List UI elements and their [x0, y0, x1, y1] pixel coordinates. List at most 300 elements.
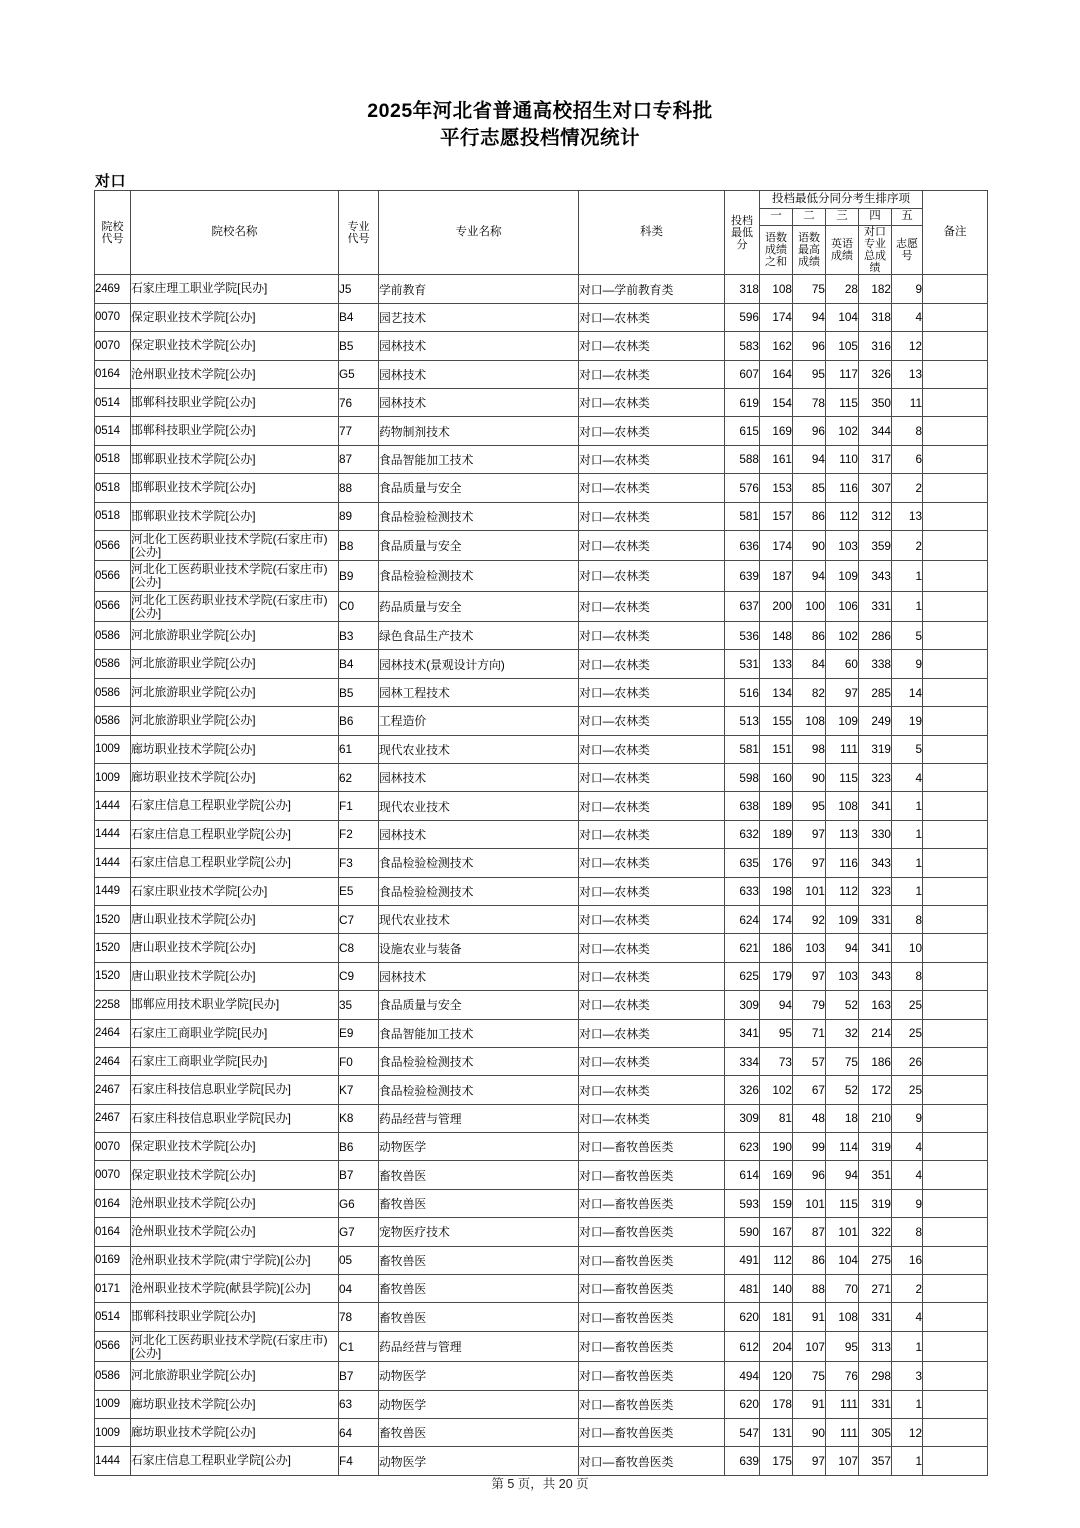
cell-major-code: 62 — [339, 764, 379, 792]
cell-rank-3: 101 — [826, 1218, 859, 1246]
cell-rank-2: 94 — [793, 445, 826, 473]
cell-school-name: 石家庄信息工程职业学院[公办] — [131, 1447, 339, 1475]
cell-rank-5: 4 — [892, 1161, 923, 1189]
cell-rank-1: 160 — [760, 764, 793, 792]
cell-remark — [923, 303, 988, 331]
cell-major-name: 药品质量与安全 — [379, 591, 579, 621]
cell-rank-2: 101 — [793, 877, 826, 905]
cell-rank-2: 78 — [793, 388, 826, 416]
table-row — [95, 764, 988, 792]
cell-school-code: 0514 — [95, 1303, 131, 1331]
cell-rank-1: 167 — [760, 1218, 793, 1246]
cell-rank-3: 116 — [826, 849, 859, 877]
cell-rank-5: 9 — [892, 650, 923, 678]
cell-rank-4: 305 — [859, 1419, 892, 1447]
cell-rank-4: 341 — [859, 934, 892, 962]
cell-rank-1: 179 — [760, 962, 793, 990]
cell-school-name: 石家庄信息工程职业学院[公办] — [131, 820, 339, 848]
cell-school-code: 2467 — [95, 1076, 131, 1104]
cell-rank-4: 313 — [859, 1331, 892, 1361]
cell-school-name: 邯郸科技职业学院[公办] — [131, 1303, 339, 1331]
cell-rank-4: 343 — [859, 561, 892, 591]
cell-school-code: 0070 — [95, 1133, 131, 1161]
cell-rank-2: 84 — [793, 650, 826, 678]
cell-major-name: 绿色食品生产技术 — [379, 622, 579, 650]
cell-rank-2: 90 — [793, 530, 826, 560]
cell-min-score: 326 — [725, 1076, 760, 1104]
table-row — [95, 849, 988, 877]
cell-school-code: 2464 — [95, 1019, 131, 1047]
cell-school-name: 唐山职业技术学院[公办] — [131, 934, 339, 962]
cell-remark — [923, 905, 988, 933]
cell-school-code: 1520 — [95, 962, 131, 990]
cell-rank-5: 1 — [892, 792, 923, 820]
cell-major-code: F1 — [339, 792, 379, 820]
cell-school-name: 保定职业技术学院[公办] — [131, 1161, 339, 1189]
table-row — [95, 877, 988, 905]
table-row — [95, 530, 988, 560]
cell-remark — [923, 877, 988, 905]
cell-rank-5: 9 — [892, 275, 923, 303]
section-label: 对口 — [95, 173, 127, 190]
cell-rank-2: 98 — [793, 735, 826, 763]
cell-rank-5: 8 — [892, 417, 923, 445]
cell-subject: 对口—畜牧兽医类 — [579, 1189, 725, 1217]
cell-rank-4: 271 — [859, 1275, 892, 1303]
cell-remark — [923, 1161, 988, 1189]
cell-remark — [923, 360, 988, 388]
cell-rank-4: 286 — [859, 622, 892, 650]
cell-min-score: 334 — [725, 1047, 760, 1075]
cell-major-name: 现代农业技术 — [379, 735, 579, 763]
cell-rank-5: 12 — [892, 1419, 923, 1447]
cell-rank-1: 94 — [760, 991, 793, 1019]
title-line-1: 2025年河北省普通高校招生对口专科批 — [367, 100, 713, 122]
cell-school-name: 河北旅游职业学院[公办] — [131, 622, 339, 650]
cell-rank-2: 75 — [793, 275, 826, 303]
cell-remark — [923, 1019, 988, 1047]
table-row — [95, 1047, 988, 1075]
cell-rank-3: 60 — [826, 650, 859, 678]
cell-rank-3: 104 — [826, 303, 859, 331]
cell-school-name: 沧州职业技术学院(肃宁学院)[公办] — [131, 1246, 339, 1274]
cell-rank-1: 174 — [760, 905, 793, 933]
cell-school-code: 0586 — [95, 1362, 131, 1390]
table-row — [95, 445, 988, 473]
cell-rank-4: 214 — [859, 1019, 892, 1047]
cell-subject: 对口—畜牧兽医类 — [579, 1161, 725, 1189]
cell-rank-5: 1 — [892, 1447, 923, 1475]
cell-major-name: 动物医学 — [379, 1447, 579, 1475]
cell-rank-5: 4 — [892, 764, 923, 792]
cell-major-code: 64 — [339, 1419, 379, 1447]
cell-rank-4: 319 — [859, 1133, 892, 1161]
cell-remark — [923, 1447, 988, 1475]
cell-major-code: C9 — [339, 962, 379, 990]
cell-rank-1: 120 — [760, 1362, 793, 1390]
cell-subject: 对口—农林类 — [579, 991, 725, 1019]
cell-rank-4: 285 — [859, 678, 892, 706]
cell-remark — [923, 735, 988, 763]
cell-remark — [923, 1362, 988, 1390]
cell-major-code: B7 — [339, 1362, 379, 1390]
cell-rank-2: 97 — [793, 962, 826, 990]
cell-major-name: 畜牧兽医 — [379, 1303, 579, 1331]
cell-rank-3: 111 — [826, 1390, 859, 1418]
cell-min-score: 547 — [725, 1419, 760, 1447]
table-row — [95, 332, 988, 360]
cell-rank-3: 75 — [826, 1047, 859, 1075]
cell-school-code: 0586 — [95, 650, 131, 678]
table-row — [95, 591, 988, 621]
cell-remark — [923, 1419, 988, 1447]
cell-school-name: 石家庄职业技术学院[公办] — [131, 877, 339, 905]
cell-min-score: 494 — [725, 1362, 760, 1390]
cell-remark — [923, 1047, 988, 1075]
cell-rank-3: 112 — [826, 877, 859, 905]
cell-school-name: 石家庄信息工程职业学院[公办] — [131, 849, 339, 877]
cell-major-code: 77 — [339, 417, 379, 445]
cell-rank-5: 3 — [892, 1362, 923, 1390]
cell-rank-2: 97 — [793, 849, 826, 877]
cell-remark — [923, 1076, 988, 1104]
cell-rank-4: 351 — [859, 1161, 892, 1189]
cell-school-name: 石家庄信息工程职业学院[公办] — [131, 792, 339, 820]
cell-rank-1: 178 — [760, 1390, 793, 1418]
table-row — [95, 275, 988, 303]
cell-major-name: 园林技术 — [379, 962, 579, 990]
cell-major-code: G6 — [339, 1189, 379, 1217]
cell-rank-2: 108 — [793, 707, 826, 735]
cell-rank-2: 86 — [793, 622, 826, 650]
cell-rank-3: 114 — [826, 1133, 859, 1161]
cell-major-name: 食品检验检测技术 — [379, 1047, 579, 1075]
cell-rank-1: 186 — [760, 934, 793, 962]
cell-rank-5: 2 — [892, 530, 923, 560]
table-row — [95, 1275, 988, 1303]
cell-min-score: 637 — [725, 591, 760, 621]
cell-subject: 对口—农林类 — [579, 530, 725, 560]
cell-rank-2: 107 — [793, 1331, 826, 1361]
cell-rank-2: 95 — [793, 792, 826, 820]
cell-rank-2: 100 — [793, 591, 826, 621]
header-rank-4-index: 四 — [859, 209, 892, 226]
cell-rank-4: 318 — [859, 303, 892, 331]
cell-rank-2: 48 — [793, 1104, 826, 1132]
cell-rank-4: 317 — [859, 445, 892, 473]
cell-rank-1: 95 — [760, 1019, 793, 1047]
cell-subject: 对口—农林类 — [579, 792, 725, 820]
cell-rank-3: 76 — [826, 1362, 859, 1390]
table-body — [95, 275, 988, 1475]
cell-min-score: 621 — [725, 934, 760, 962]
cell-rank-3: 52 — [826, 1076, 859, 1104]
cell-subject: 对口—农林类 — [579, 1047, 725, 1075]
cell-subject: 对口—农林类 — [579, 1076, 725, 1104]
table-row — [95, 388, 988, 416]
cell-subject: 对口—农林类 — [579, 303, 725, 331]
cell-major-code: C1 — [339, 1331, 379, 1361]
cell-rank-2: 86 — [793, 502, 826, 530]
cell-rank-3: 108 — [826, 1303, 859, 1331]
cell-major-code: 87 — [339, 445, 379, 473]
cell-school-code: 1449 — [95, 877, 131, 905]
cell-rank-1: 133 — [760, 650, 793, 678]
table-row — [95, 707, 988, 735]
cell-rank-2: 96 — [793, 1161, 826, 1189]
cell-min-score: 635 — [725, 849, 760, 877]
cell-subject: 对口—畜牧兽医类 — [579, 1419, 725, 1447]
cell-school-name: 邯郸科技职业学院[公办] — [131, 388, 339, 416]
cell-rank-5: 8 — [892, 962, 923, 990]
cell-rank-1: 73 — [760, 1047, 793, 1075]
cell-remark — [923, 1303, 988, 1331]
cell-remark — [923, 792, 988, 820]
table-row — [95, 360, 988, 388]
cell-school-name: 沧州职业技术学院[公办] — [131, 1189, 339, 1217]
cell-major-code: E5 — [339, 877, 379, 905]
cell-rank-5: 10 — [892, 934, 923, 962]
cell-major-name: 宠物医疗技术 — [379, 1218, 579, 1246]
cell-major-code: B4 — [339, 650, 379, 678]
cell-subject: 对口—农林类 — [579, 622, 725, 650]
table-row — [95, 1362, 988, 1390]
cell-rank-3: 104 — [826, 1246, 859, 1274]
cell-rank-5: 4 — [892, 303, 923, 331]
table-row — [95, 991, 988, 1019]
cell-rank-3: 108 — [826, 792, 859, 820]
table-row — [95, 1161, 988, 1189]
cell-school-code: 1009 — [95, 1419, 131, 1447]
cell-remark — [923, 1189, 988, 1217]
cell-rank-4: 319 — [859, 1189, 892, 1217]
cell-remark — [923, 591, 988, 621]
cell-rank-4: 331 — [859, 1390, 892, 1418]
cell-remark — [923, 934, 988, 962]
cell-rank-5: 25 — [892, 1019, 923, 1047]
cell-min-score: 598 — [725, 764, 760, 792]
header-rank-5-label: 志愿 号 — [892, 226, 923, 275]
cell-major-code: B6 — [339, 1133, 379, 1161]
cell-major-code: 89 — [339, 502, 379, 530]
cell-subject: 对口—畜牧兽医类 — [579, 1303, 725, 1331]
cell-major-name: 园林工程技术 — [379, 678, 579, 706]
cell-school-name: 石家庄理工职业学院[民办] — [131, 275, 339, 303]
cell-rank-1: 134 — [760, 678, 793, 706]
table-row — [95, 1076, 988, 1104]
cell-major-code: C8 — [339, 934, 379, 962]
cell-rank-1: 187 — [760, 561, 793, 591]
cell-min-score: 491 — [725, 1246, 760, 1274]
cell-rank-3: 117 — [826, 360, 859, 388]
cell-rank-1: 164 — [760, 360, 793, 388]
cell-subject: 对口—农林类 — [579, 445, 725, 473]
cell-school-name: 河北旅游职业学院[公办] — [131, 678, 339, 706]
cell-major-code: C7 — [339, 905, 379, 933]
cell-rank-3: 111 — [826, 1419, 859, 1447]
cell-rank-3: 112 — [826, 502, 859, 530]
cell-min-score: 638 — [725, 792, 760, 820]
cell-remark — [923, 332, 988, 360]
cell-school-code: 0518 — [95, 445, 131, 473]
table-row — [95, 1419, 988, 1447]
table-row — [95, 1104, 988, 1132]
cell-subject: 对口—畜牧兽医类 — [579, 1331, 725, 1361]
cell-rank-1: 151 — [760, 735, 793, 763]
cell-subject: 对口—学前教育类 — [579, 275, 725, 303]
cell-school-name: 石家庄科技信息职业学院[民办] — [131, 1076, 339, 1104]
cell-major-name: 园林技术 — [379, 764, 579, 792]
cell-rank-3: 105 — [826, 332, 859, 360]
cell-subject: 对口—农林类 — [579, 388, 725, 416]
cell-min-score: 593 — [725, 1189, 760, 1217]
cell-subject: 对口—畜牧兽医类 — [579, 1390, 725, 1418]
header-major-name: 专业名称 — [379, 191, 579, 275]
table-row — [95, 561, 988, 591]
cell-rank-5: 1 — [892, 849, 923, 877]
cell-major-name: 食品智能加工技术 — [379, 1019, 579, 1047]
cell-min-score: 620 — [725, 1303, 760, 1331]
cell-rank-1: 155 — [760, 707, 793, 735]
cell-rank-4: 323 — [859, 877, 892, 905]
cell-rank-1: 131 — [760, 1419, 793, 1447]
cell-rank-5: 16 — [892, 1246, 923, 1274]
cell-rank-3: 103 — [826, 962, 859, 990]
cell-school-name: 邯郸职业技术学院[公办] — [131, 445, 339, 473]
cell-rank-4: 249 — [859, 707, 892, 735]
cell-rank-2: 90 — [793, 1419, 826, 1447]
cell-rank-2: 92 — [793, 905, 826, 933]
cell-rank-5: 8 — [892, 905, 923, 933]
cell-rank-1: 204 — [760, 1331, 793, 1361]
page-title — [0, 0, 1080, 152]
cell-school-name: 石家庄工商职业学院[民办] — [131, 1047, 339, 1075]
cell-remark — [923, 1133, 988, 1161]
cell-major-code: 76 — [339, 388, 379, 416]
cell-subject: 对口—畜牧兽医类 — [579, 1246, 725, 1274]
cell-major-name: 药品经营与管理 — [379, 1104, 579, 1132]
table-row — [95, 417, 988, 445]
cell-school-code: 0164 — [95, 360, 131, 388]
cell-rank-5: 2 — [892, 1275, 923, 1303]
cell-rank-1: 154 — [760, 388, 793, 416]
table-row — [95, 1133, 988, 1161]
cell-rank-5: 8 — [892, 1218, 923, 1246]
cell-rank-3: 110 — [826, 445, 859, 473]
cell-rank-3: 115 — [826, 764, 859, 792]
cell-remark — [923, 530, 988, 560]
header-subject: 科类 — [579, 191, 725, 275]
cell-remark — [923, 275, 988, 303]
cell-min-score: 481 — [725, 1275, 760, 1303]
cell-school-name: 邯郸职业技术学院[公办] — [131, 474, 339, 502]
cell-rank-2: 96 — [793, 417, 826, 445]
cell-min-score: 639 — [725, 1447, 760, 1475]
cell-subject: 对口—农林类 — [579, 849, 725, 877]
cell-rank-4: 330 — [859, 820, 892, 848]
table-row — [95, 1218, 988, 1246]
cell-subject: 对口—农林类 — [579, 764, 725, 792]
table-row — [95, 820, 988, 848]
cell-major-name: 畜牧兽医 — [379, 1275, 579, 1303]
cell-rank-3: 32 — [826, 1019, 859, 1047]
cell-remark — [923, 1331, 988, 1361]
cell-major-code: B5 — [339, 332, 379, 360]
cell-rank-5: 12 — [892, 332, 923, 360]
cell-major-name: 现代农业技术 — [379, 905, 579, 933]
cell-rank-4: 350 — [859, 388, 892, 416]
cell-rank-1: 140 — [760, 1275, 793, 1303]
cell-major-name: 动物医学 — [379, 1133, 579, 1161]
cell-remark — [923, 1104, 988, 1132]
cell-rank-1: 162 — [760, 332, 793, 360]
cell-school-name: 石家庄科技信息职业学院[民办] — [131, 1104, 339, 1132]
cell-remark — [923, 1246, 988, 1274]
cell-rank-1: 112 — [760, 1246, 793, 1274]
cell-subject: 对口—农林类 — [579, 650, 725, 678]
cell-major-code: 78 — [339, 1303, 379, 1331]
cell-school-code: 0169 — [95, 1246, 131, 1274]
cell-major-name: 工程造价 — [379, 707, 579, 735]
header-rank-5-index: 五 — [892, 209, 923, 226]
cell-rank-5: 11 — [892, 388, 923, 416]
cell-rank-4: 186 — [859, 1047, 892, 1075]
cell-school-code: 0514 — [95, 417, 131, 445]
cell-rank-4: 275 — [859, 1246, 892, 1274]
cell-rank-2: 88 — [793, 1275, 826, 1303]
cell-rank-1: 153 — [760, 474, 793, 502]
table-row — [95, 962, 988, 990]
cell-rank-2: 85 — [793, 474, 826, 502]
cell-remark — [923, 1275, 988, 1303]
cell-school-code: 0518 — [95, 474, 131, 502]
table-row — [95, 303, 988, 331]
cell-rank-5: 25 — [892, 1076, 923, 1104]
cell-rank-3: 70 — [826, 1275, 859, 1303]
cell-major-code: F2 — [339, 820, 379, 848]
cell-rank-4: 343 — [859, 849, 892, 877]
cell-school-code: 1009 — [95, 764, 131, 792]
cell-remark — [923, 622, 988, 650]
cell-remark — [923, 707, 988, 735]
cell-major-name: 园林技术 — [379, 332, 579, 360]
table-row — [95, 905, 988, 933]
cell-min-score: 309 — [725, 1104, 760, 1132]
cell-school-name: 河北化工医药职业技术学院(石家庄市)[公办] — [131, 1331, 339, 1361]
cell-rank-2: 94 — [793, 303, 826, 331]
cell-major-name: 食品质量与安全 — [379, 530, 579, 560]
cell-rank-1: 81 — [760, 1104, 793, 1132]
cell-school-name: 保定职业技术学院[公办] — [131, 1133, 339, 1161]
cell-rank-1: 159 — [760, 1189, 793, 1217]
cell-rank-1: 169 — [760, 1161, 793, 1189]
cell-min-score: 607 — [725, 360, 760, 388]
cell-rank-5: 19 — [892, 707, 923, 735]
cell-rank-4: 172 — [859, 1076, 892, 1104]
cell-major-name: 食品检验检测技术 — [379, 502, 579, 530]
table-row — [95, 1246, 988, 1274]
cell-major-code: B3 — [339, 622, 379, 650]
cell-rank-5: 25 — [892, 991, 923, 1019]
cell-min-score: 624 — [725, 905, 760, 933]
cell-subject: 对口—农林类 — [579, 417, 725, 445]
header-rank-3-index: 三 — [826, 209, 859, 226]
cell-major-name: 畜牧兽医 — [379, 1189, 579, 1217]
cell-school-code: 0171 — [95, 1275, 131, 1303]
cell-school-code: 0566 — [95, 591, 131, 621]
cell-rank-2: 75 — [793, 1362, 826, 1390]
cell-rank-5: 1 — [892, 561, 923, 591]
